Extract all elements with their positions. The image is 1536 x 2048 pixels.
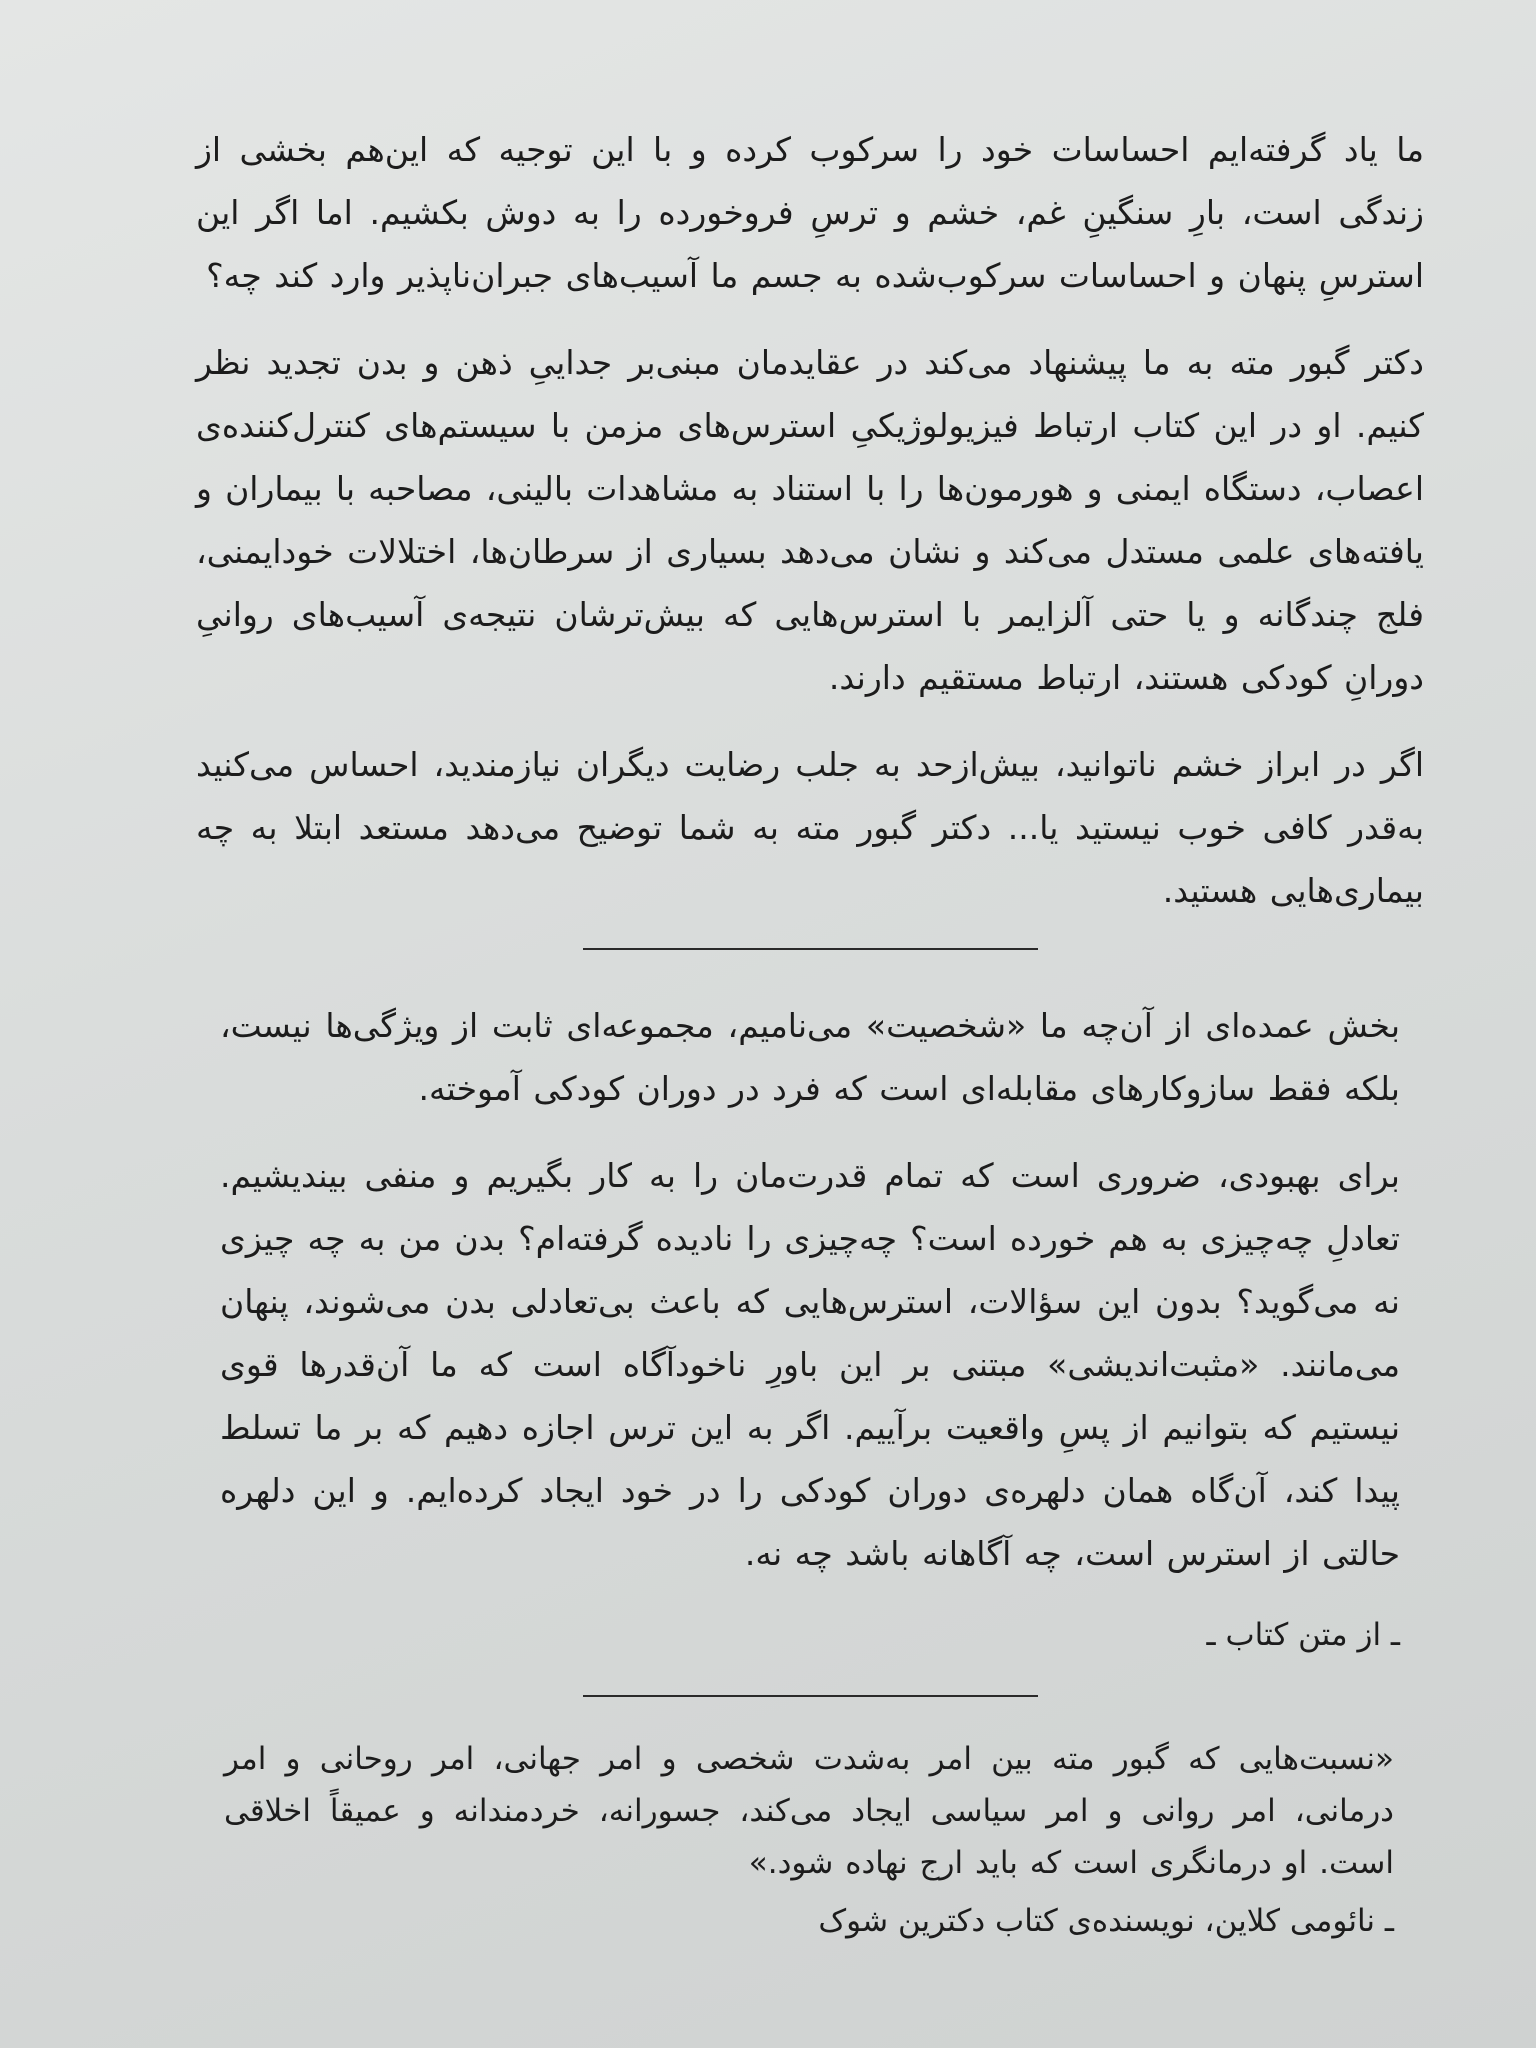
intro-paragraph-1: ما یاد گرفته‌ایم احساسات خود را سرکوب کرده و با این توجیه که این‌هم بخشی از زندگی است، بارِ سنگینِ غم، خشم و ترسِ فروخورده را به دوش بکشیم. اما اگر این استرسِ پنهان و احساسات سرکوب‌شده به جسم ما آسیب‌های جبران‌ناپذیر وارد کند چه؟ (196, 130, 1424, 295)
intro-paragraph-2: دکتر گبور مته به ما پیشنهاد می‌کند در عقایدمان مبنی‌بر جداییِ ذهن و بدن تجدید نظر کنیم. او در این کتاب ارتباط فیزیولوژیکیِ استرس‌های مزمن با سیستم‌های کنترل‌کننده‌ی اعصاب، دستگاه ایمنی و هورمون‌ها را با استناد به مشاهدات بالینی، مصاحبه با بیماران و یافته‌های علمی مستدل می‌کند و نشان می‌دهد بسیاری از سرطان‌ها، اختلالات خودایمنی، فلج چندگانه و یا حتی آلزایمر با استرس‌هایی که بیش‌ترشان نتیجه‌ی آسیب‌های روانیِ دورانِ کودکی هستند، ارتباط مستقیم دارند. (196, 343, 1424, 697)
section-divider-2 (583, 1695, 1038, 1697)
excerpt-source: ـ از متن کتاب ـ (1206, 1617, 1400, 1653)
section-divider-1 (583, 948, 1038, 950)
testimonial-quote: «نسبت‌هایی که گبور مته بین امر به‌شدت شخصی و امر جهانی، امر روحانی و امر درمانی، امر روانی و امر سیاسی ایجاد می‌کند، جسورانه، خردمندانه و عمیقاً اخلاقی است. او درمانگری است که باید ارج نهاده شود.» (224, 1741, 1394, 1881)
book-back-cover-page (196, 118, 1424, 1947)
testimonial-attribution: ـ نائومی کلاین، نویسنده‌ی کتاب دکترین شوک (818, 1903, 1394, 1939)
intro-section (196, 118, 1424, 922)
intro-paragraph-3: اگر در ابراز خشم ناتوانید، بیش‌ازحد به جلب رضایت دیگران نیازمندید، احساس می‌کنید به‌قدر کافی خوب نیستید یا... دکتر گبور مته به شما توضیح می‌دهد مستعد ابتلا به چه بیماری‌هایی هستید. (196, 745, 1424, 910)
excerpt-paragraph-1: بخش عمده‌ای از آن‌چه ما «شخصیت» می‌نامیم، مجموعه‌ای ثابت از ویژگی‌ها نیست، بلکه فقط سازوکارهای مقابله‌ای است که فرد در دوران کودکی آموخته. (220, 1006, 1400, 1108)
excerpt-paragraph-2: برای بهبودی، ضروری است که تمام قدرت‌مان را به کار بگیریم و منفی بیندیشیم. تعادلِ چه‌چیزی به هم خورده است؟ چه‌چیزی را نادیده گرفته‌ام؟ بدن من به چه چیزی نه می‌گوید؟ بدون این سؤالات، استرس‌هایی که باعث بی‌تعادلی بدن می‌شوند، پنهان می‌مانند. «مثبت‌اندیشی» مبتنی بر این باورِ ناخودآگاه است که ما آن‌قدرها قوی نیستیم که بتوانیم از پسِ واقعیت برآییم. اگر به این ترس اجازه دهیم که بر ما تسلط پیدا کند، آن‌گاه همان دلهره‌ی دوران کودکی را در خود ایجاد کرده‌ایم. و این دلهره حالتی از استرس است، چه آگاهانه باشد چه نه. (220, 1156, 1400, 1573)
testimonial-section (224, 1733, 1394, 1947)
excerpt-section (220, 994, 1400, 1661)
